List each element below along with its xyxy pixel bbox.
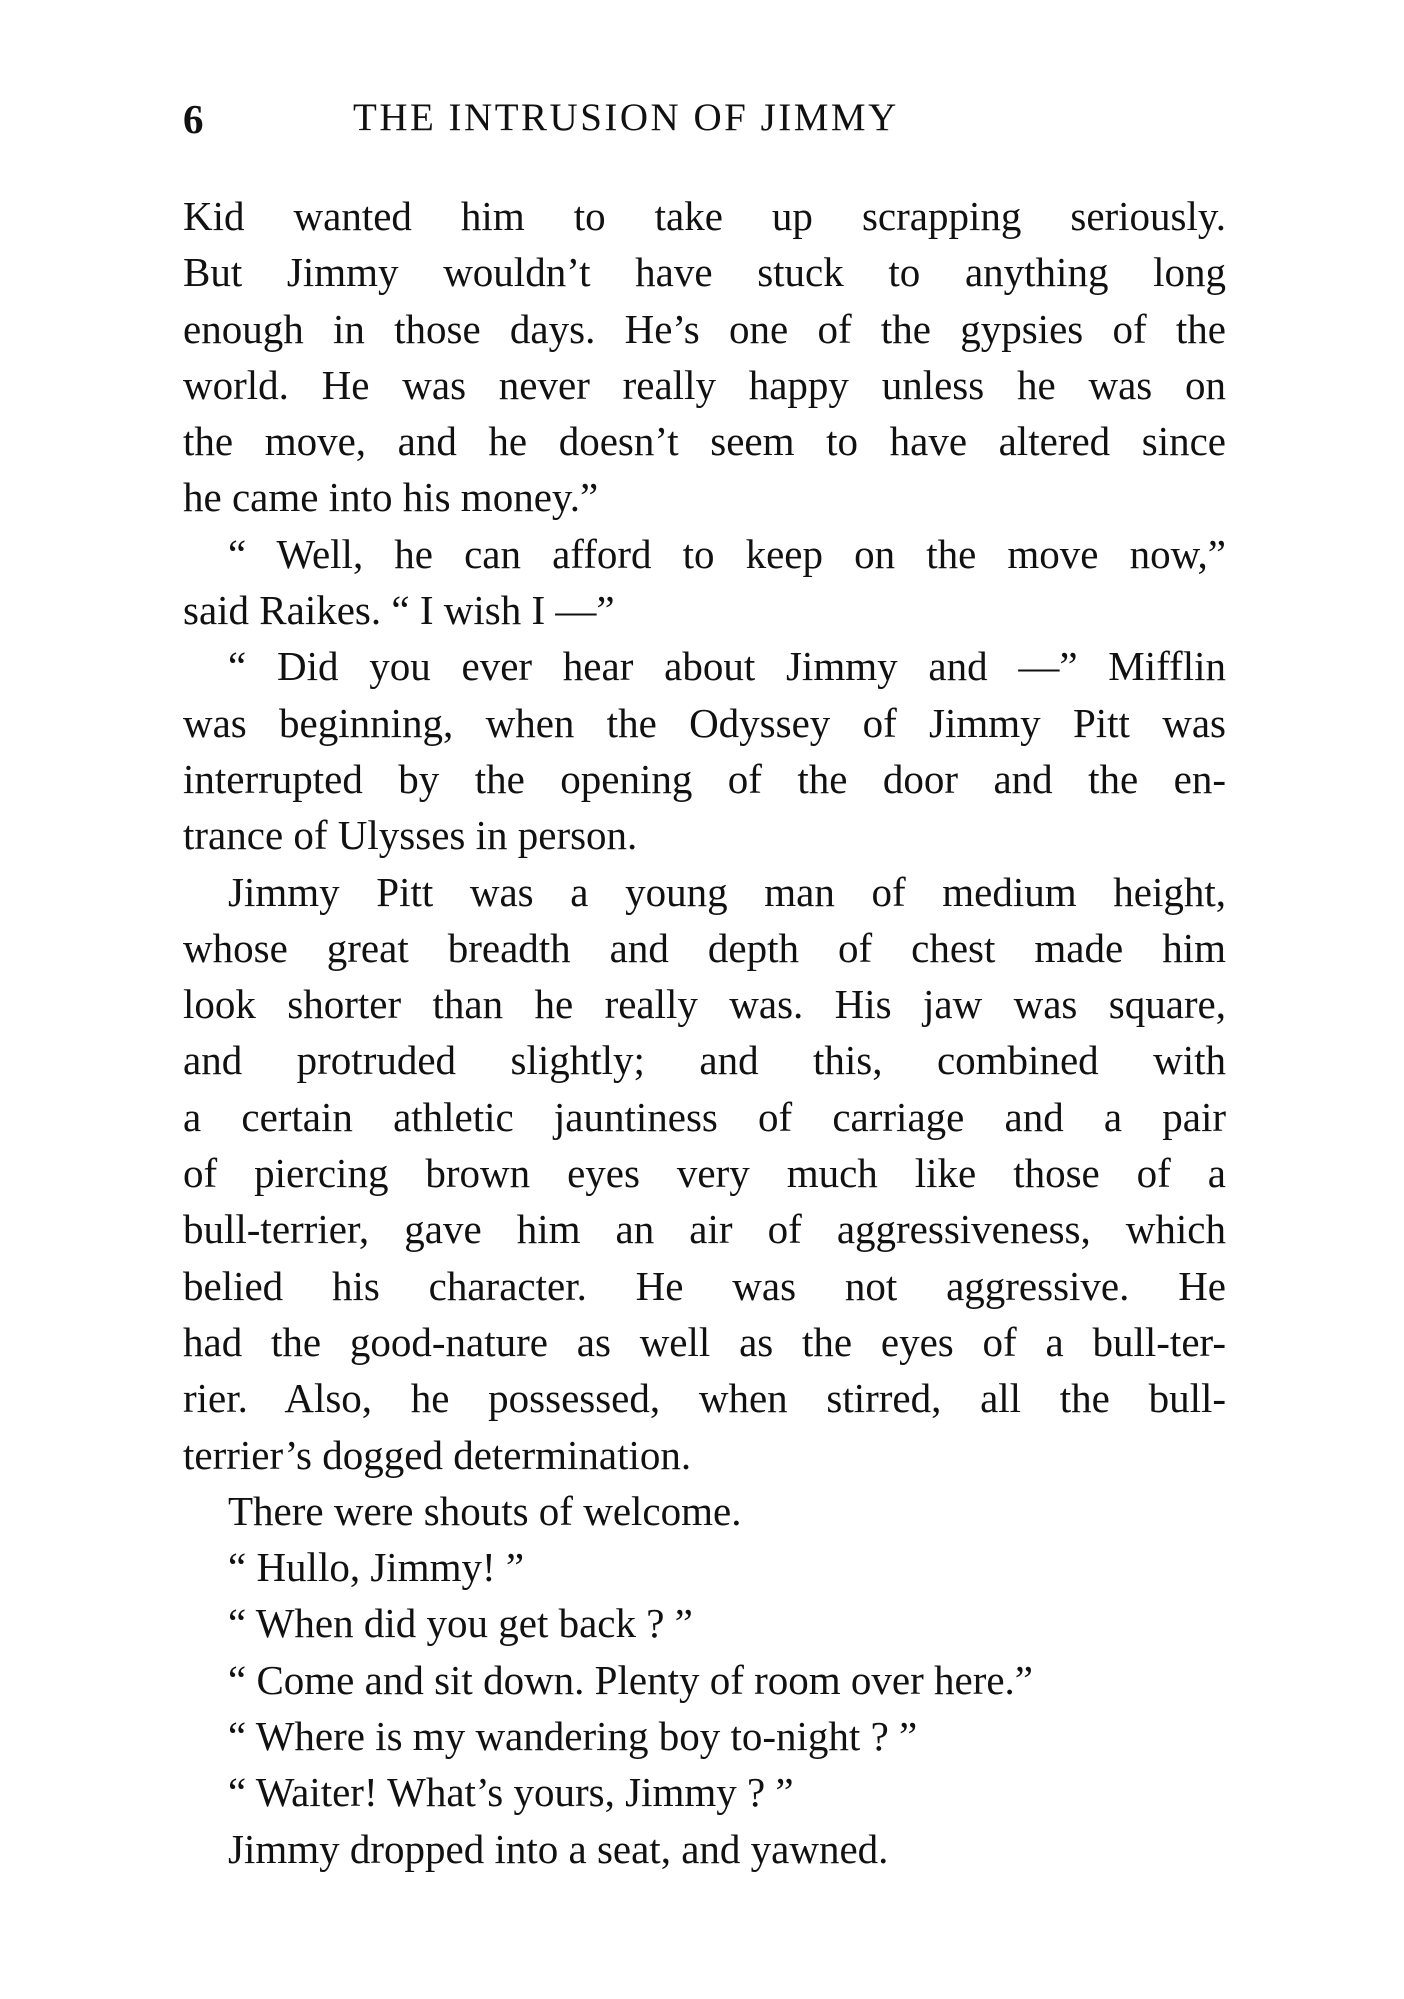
text-line: But Jimmy wouldn’t have stuck to anything long: [183, 249, 1226, 296]
text-line: rier. Also, he possessed, when stirred, all the bull-: [183, 1375, 1226, 1422]
running-title: THE INTRUSION OF JIMMY: [353, 96, 899, 139]
text-line: a certain athletic jauntiness of carriage and a pair: [183, 1093, 1226, 1140]
text-line: Jimmy Pitt was a young man of medium height,: [228, 868, 1226, 915]
text-line: “ Come and sit down. Plenty of room over here.”: [228, 1656, 1034, 1703]
text-line: he came into his money.”: [183, 474, 599, 521]
text-line: belied his character. He was not aggressive. He: [183, 1262, 1226, 1309]
page-header: [183, 95, 1063, 155]
text-line: interrupted by the opening of the door and the en-: [183, 755, 1226, 802]
text-line: said Raikes. “ I wish I —”: [183, 587, 615, 634]
text-line: “ Where is my wandering boy to-night ? ”: [228, 1713, 918, 1760]
text-line: look shorter than he really was. His jaw was square,: [183, 981, 1226, 1028]
text-line: Kid wanted him to take up scrapping seriously.: [183, 193, 1226, 239]
text-line: world. He was never really happy unless he was on: [183, 361, 1226, 408]
text-line: was beginning, when the Odyssey of Jimmy Pitt was: [183, 699, 1226, 746]
page-number: 6: [183, 96, 205, 142]
text-line: There were shouts of welcome.: [228, 1487, 742, 1534]
text-line: the move, and he doesn’t seem to have altered since: [183, 418, 1226, 465]
text-line: of piercing brown eyes very much like those of a: [183, 1150, 1226, 1197]
body-text: [183, 188, 1226, 1877]
text-line: and protruded slightly; and this, combined with: [183, 1037, 1226, 1084]
text-line: bull-terrier, gave him an air of aggressiveness, which: [183, 1206, 1226, 1253]
text-line: enough in those days. He’s one of the gypsies of the: [183, 305, 1226, 352]
text-line: “ Did you ever hear about Jimmy and —” Mifflin: [228, 643, 1226, 690]
text-line: trance of Ulysses in person.: [183, 812, 638, 859]
text-line: Jimmy dropped into a seat, and yawned.: [228, 1825, 889, 1872]
text-line: whose great breadth and depth of chest made him: [183, 924, 1226, 971]
text-line: “ When did you get back ? ”: [228, 1600, 693, 1647]
text-line: “ Hullo, Jimmy! ”: [228, 1544, 525, 1591]
text-line: had the good-nature as well as the eyes of a bull-ter-: [183, 1318, 1226, 1365]
text-line: “ Well, he can afford to keep on the move now,”: [228, 530, 1226, 577]
text-line: “ Waiter! What’s yours, Jimmy ? ”: [228, 1769, 794, 1816]
text-line: terrier’s dogged determination.: [183, 1431, 692, 1478]
